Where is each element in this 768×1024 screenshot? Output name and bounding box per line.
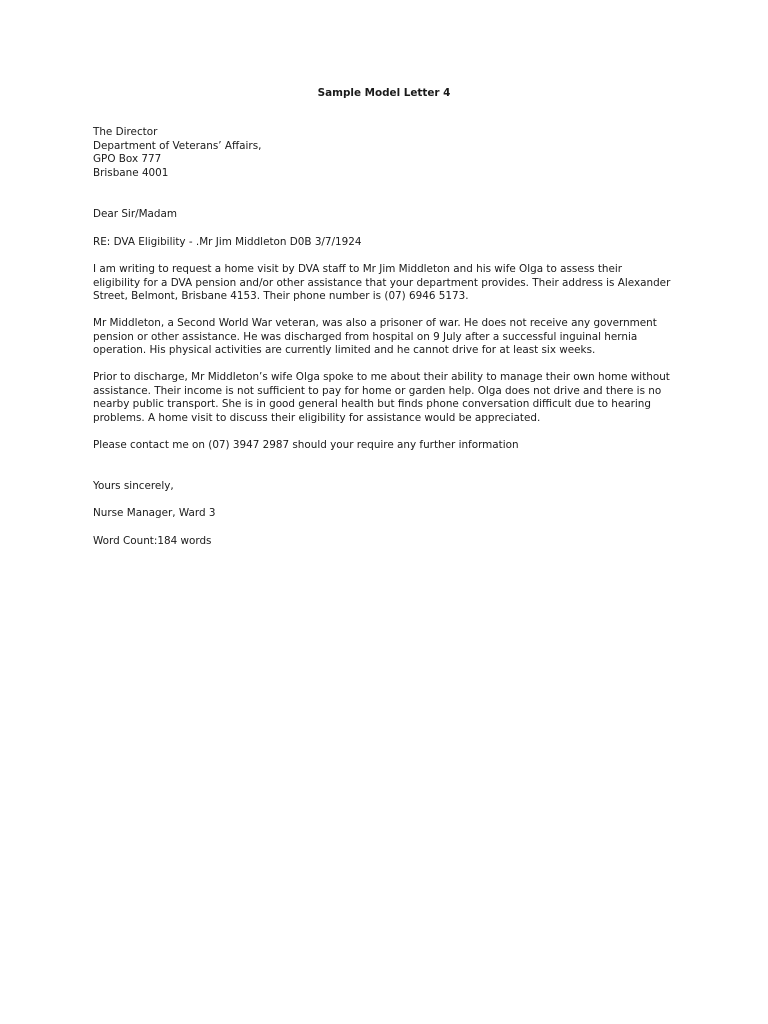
paragraph-line: Prior to discharge, Mr Middleton’s wife Olga spoke to me about their ability to manage their own home without [93,371,670,383]
paragraph-line: I am writing to request a home visit by DVA staff to Mr Jim Middleton and his wife Olga to assess their [93,263,623,275]
address-line: The Director [93,126,158,138]
salutation: Dear Sir/Madam [93,208,178,220]
contact-line: Please contact me on (07) 3947 2987 should your require any further information [93,439,519,451]
paragraph-line: problems. A home visit to discuss their eligibility for assistance would be appreciated. [93,411,541,424]
paragraph-line: eligibility for a DVA pension and/or other assistance that your department provides. Their address is Alexander [93,276,671,289]
paragraph-line: Mr Middleton, a Second World War veteran, was also a prisoner of war. He does not receive any government [93,317,657,329]
address-line: Department of Veterans’ Affairs, [93,139,262,152]
paragraph-discharge [93,371,683,425]
address-line: GPO Box 777 [93,153,162,166]
letter-title: Sample Model Letter 4 [317,87,451,99]
subject-line: RE: DVA Eligibility - .Mr Jim Middleton D0B 3/7/1924 [93,236,362,248]
recipient-address [93,126,683,180]
paragraph-background [93,317,683,358]
address-line: Brisbane 4001 [93,166,169,179]
paragraph-line: assistance. Their income is not sufficient to pay for home or garden help. Olga does not drive and there is no [93,384,662,397]
signature: Nurse Manager, Ward 3 [93,507,216,519]
paragraph-line: pension or other assistance. He was discharged from hospital on 9 July after a successful inguinal hernia [93,330,638,343]
paragraph-request [93,263,683,304]
closing: Yours sincerely, [93,480,174,492]
word-count: Word Count:184 words [93,535,212,547]
paragraph-line: Street, Belmont, Brisbane 4153. Their phone number is (07) 6946 5173. [93,290,469,303]
paragraph-line: operation. His physical activities are currently limited and he cannot drive for at least six weeks. [93,344,596,357]
paragraph-line: nearby public transport. She is in good general health but finds phone conversation difficult due to hearing [93,398,651,411]
